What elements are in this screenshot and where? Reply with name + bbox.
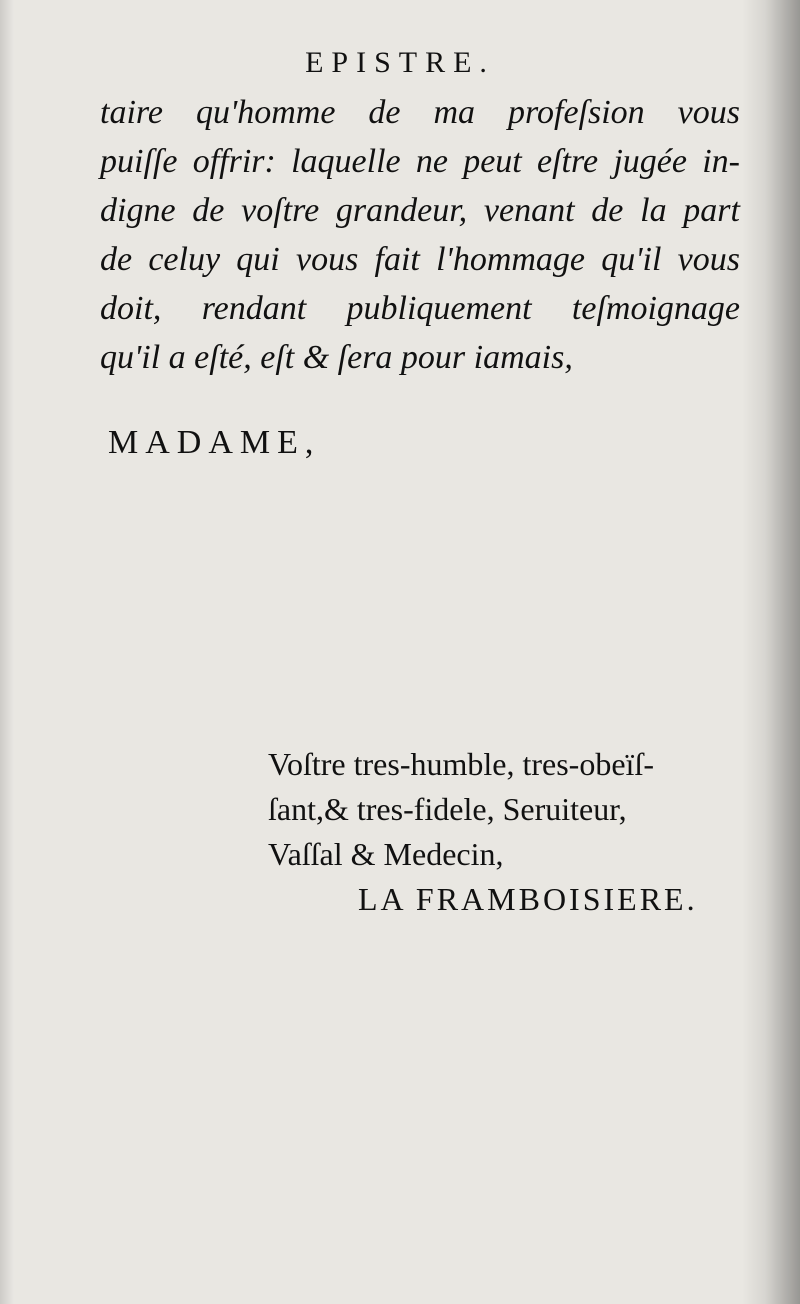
body-line: puiſſe offrir: laquelle ne peut eſtre jugée in- [100, 143, 740, 180]
body-line: qu'il a eſté, eſt & ſera pour iamais, [100, 339, 573, 376]
running-head: EPISTRE. [305, 46, 495, 79]
signature-line: ſant,& tres-fidele, Seruiteur, [268, 791, 627, 827]
body-line: digne de voſtre grandeur, venant de la part [100, 192, 740, 229]
page-shadow-left [0, 0, 14, 1304]
signature-line: Voſtre tres-humble, tres-obeïſ- [268, 746, 654, 782]
body-line: taire qu'homme de ma profeſsion vous [100, 94, 740, 131]
salutation: MADAME, [108, 424, 321, 461]
page-shadow-right [742, 0, 800, 1304]
body-line: de celuy qui vous fait l'hommage qu'il vous [100, 241, 740, 278]
signature-block [268, 742, 748, 922]
author-name: LA FRAMBOISIERE. [358, 881, 698, 917]
body-line: doit, rendant publiquement teſmoignage [100, 290, 740, 327]
body-text [100, 88, 740, 382]
signature-line: Vaſſal & Medecin, [268, 836, 504, 872]
